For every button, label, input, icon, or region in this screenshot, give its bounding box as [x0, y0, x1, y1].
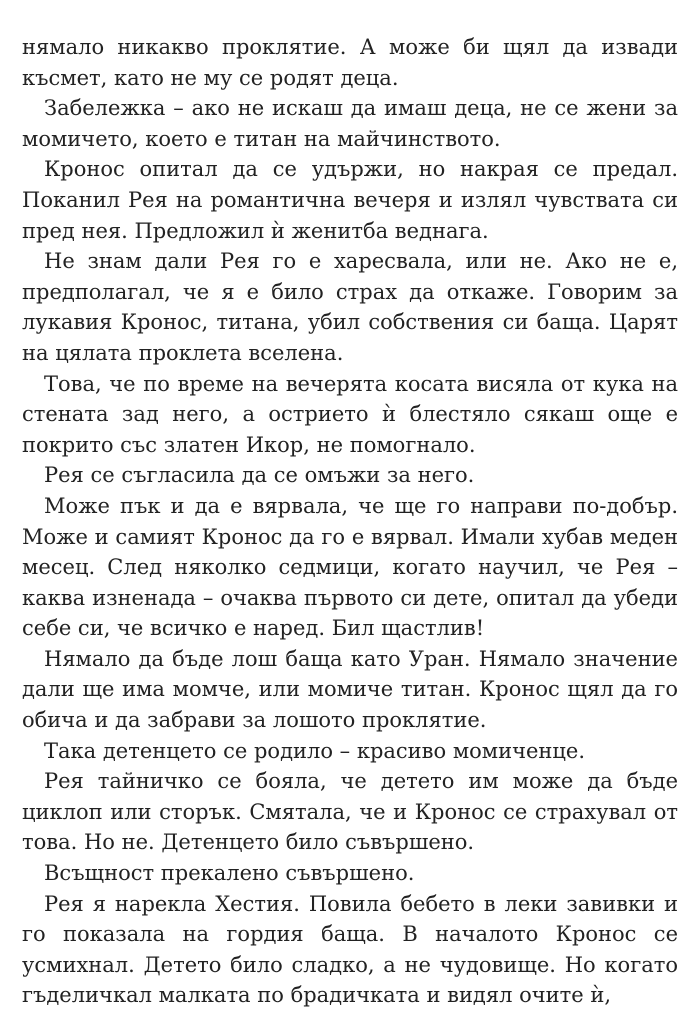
paragraph-4: Не знам дали Рея го е харесвала, или не. Ако не е, предполагал, че я е било страх да откаже. Говорим за лукавия Кронос, титана, убил собствения си баща. Царят на цялата проклета вселена. [22, 249, 678, 365]
paragraph-8: Нямало да бъде лош баща като Уран. Нямало значение дали ще има момче, или момиче титан. Кронос щял да го обича и да забрави за лошото проклятие. [22, 646, 678, 733]
paragraph-9: Така детенцето се родило – красиво момиченце. [44, 738, 586, 763]
paragraph-6: Рея се съгласила да се омъжи за него. [44, 463, 475, 488]
paragraph-3: Кронос опитал да се удържи, но накрая се предал. Поканил Рея на романтична вечеря и излял чувствата си пред нея. Предложил ѝ женитба веднага. [22, 157, 678, 243]
paragraph-7: Може пък и да е вярвала, че ще го направи по-добър. Може и самият Кронос да го е вярвал. Имали хубав меден месец. След няколко седмици, когато научил, че Рея – каква изненада – очаква първото си дете, опитал да убеди себе си, че всичко е наред. Бил щастлив! [22, 493, 678, 641]
paragraph-5: Това, че по време на вечерята косата висяла от кука на стената зад него, а острието ѝ блестяло сякаш още е покрито със златен Икор, не помогнало. [22, 371, 678, 457]
paragraph-1: нямало никакво проклятие. А може би щял да извади късмет, като не му се родят деца. [22, 35, 678, 90]
page-text [22, 32, 678, 1011]
paragraph-12: Рея я нарекла Хестия. Повила бебето в леки завивки и го показала на гордия баща. В началото Кронос се усмихнал. Детето било сладко, а не чудовище. Но когато гъделичкал малката по брадичката и видял очите ѝ, [22, 891, 678, 1008]
paragraph-10: Рея тайничко се бояла, че детето им може да бъде циклоп или сторък. Смятала, че и Кронос се страхувал от това. Но не. Детенцето било съвършено. [22, 769, 678, 855]
paragraph-2: Забележка – ако не искаш да имаш деца, не се жени за момичето, което е титан на майчинството. [22, 96, 678, 151]
paragraph-11: Всъщност прекалено съвършено. [44, 861, 415, 886]
